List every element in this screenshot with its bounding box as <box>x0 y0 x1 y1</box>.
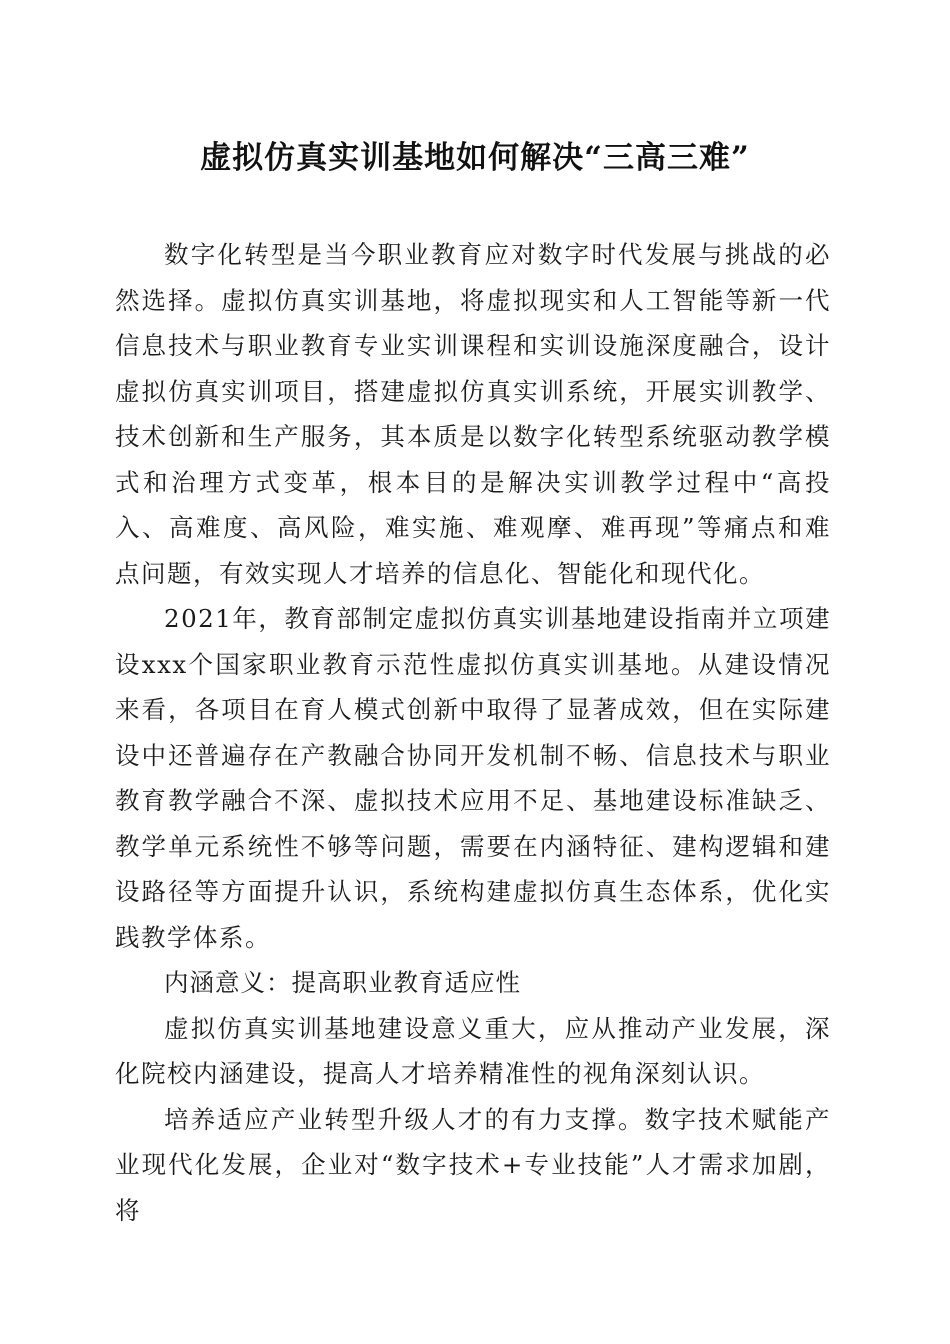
paragraph-support: 培养适应产业转型升级人才的有力支撑。数字技术赋能产业现代化发展，企业对“数字技术+专业技能”人才需求加剧，将 <box>115 1104 831 1225</box>
paragraph-significance: 虚拟仿真实训基地建设意义重大，应从推动产业发展，深化院校内涵建设，提高人才培养精准性的视角深刻认识。 <box>115 1013 831 1088</box>
section-heading: 内涵意义：提高职业教育适应性 <box>164 968 521 997</box>
paragraph-intro: 数字化转型是当今职业教育应对数字时代发展与挑战的必然选择。虚拟仿真实训基地，将虚拟现实和人工智能等新一代信息技术与职业教育专业实训课程和实训设施深度融合，设计虚拟仿真实训项目，搭建虚拟仿真实训系统，开展实训教学、技术创新和生产服务，其本质是以数字化转型系统驱动教学模式和治理方式变革，根本目的是解决实训教学过程中“高投入、高难度、高风险，难实施、难观摩、难再现”等痛点和难点问题，有效实现人才培养的信息化、智能化和现代化。 <box>115 240 831 588</box>
paragraph-background: 2021年，教育部制定虚拟仿真实训基地建设指南并立项建设xxx个国家职业教育示范性虚拟仿真实训基地。从建设情况来看，各项目在育人模式创新中取得了显著成效，但在实际建设中还普遍存在产教融合协同开发机制不畅、信息技术与职业教育教学融合不深、虚拟技术应用不足、基地建设标准缺乏、教学单元系统性不够等问题，需要在内涵特征、建构逻辑和建设路径等方面提升认识，系统构建虚拟仿真生态体系，优化实践教学体系。 <box>115 604 831 952</box>
document-title: 虚拟仿真实训基地如何解决“三高三难” <box>200 140 750 176</box>
document-body <box>115 232 831 1233</box>
